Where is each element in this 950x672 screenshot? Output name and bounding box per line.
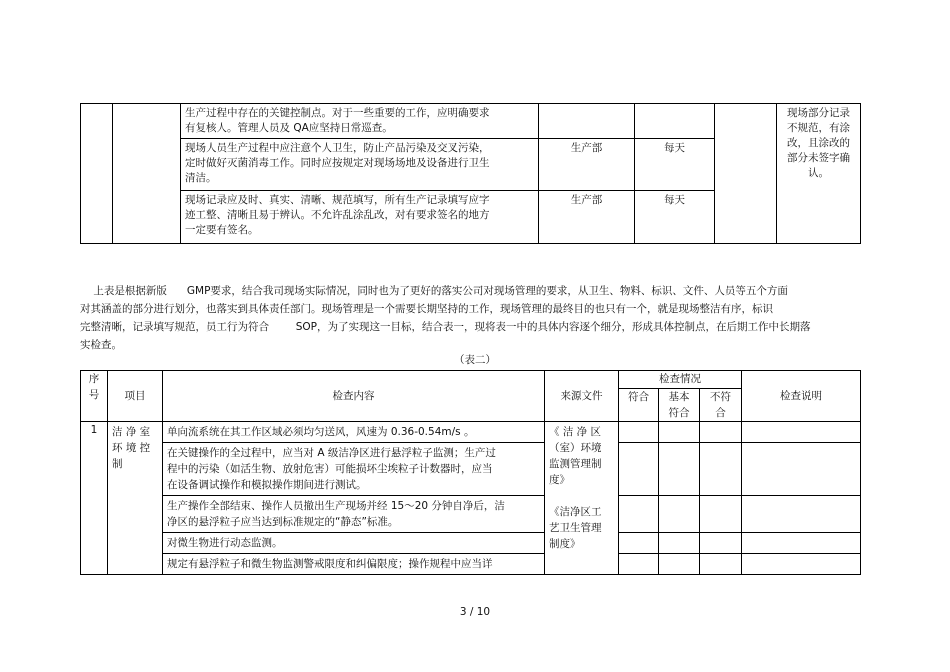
table-two [80,370,861,575]
seq-cell [81,104,113,244]
content-cell: 对微生物进行动态监测。 [163,533,545,554]
table-caption: （表二） [454,354,496,366]
content-cell: 在关键操作的全过程中，应当对 A 级洁净区进行悬浮粒子监测；生产过 程中的污染（如活生物、放射危害）可能损坏尘埃粒子计数器时，应当 在设备调试操作和模拟操作期间进行测试。 [163,443,545,496]
paragraph-line: 完整清晰，记录填写规范，员工行为符合 SOP，为了实现这一目标，结合表一，现将表一中的具体内容逐个细分，形成具体控制点，在后期工作中长期落 [80,321,811,333]
note-cell [742,422,861,443]
check-ok-cell [619,496,659,533]
check-ok-cell [619,533,659,554]
freq-cell [635,104,715,139]
table-row [81,422,861,443]
dept-cell [539,104,635,139]
content-cell: 现场人员生产过程中应注意个人卫生，防止产品污染及交叉污染， 定时做好灭菌消毒工作。同时应按规定对现场场地及设备进行卫生 清洁。 [181,139,539,191]
check-basic-cell [659,422,700,443]
header-basic-ok: 基本 符合 [659,389,700,422]
table-row [81,104,861,139]
table-row [81,533,861,554]
check-not-cell [700,422,742,443]
check-basic-cell [659,443,700,496]
content-cell: 生产操作全部结束、操作人员撤出生产现场并经 15～20 分钟自净后，洁 净区的悬浮粒子应当达到标准规定的“静态”标准。 [163,496,545,533]
header-not-ok: 不符 合 [700,389,742,422]
item-cell: 洁 净 室 环 境 控 制 [108,422,163,575]
note-cell [742,443,861,496]
check-not-cell [700,443,742,496]
check-not-cell [700,533,742,554]
content-cell: 现场记录应及时、真实、清晰、规范填写，所有生产记录填写应字 迹工整、清晰且易于辨认。不允许乱涂乱改，对有要求签名的地方 一定要有签名。 [181,191,539,244]
check-basic-cell [659,533,700,554]
remark-cell: 现场部分记录 不规范，有涂 改，且涂改的 部分未签字确 认。 [777,104,861,244]
header-check-group: 检查情况 [619,371,742,389]
header-item: 项目 [108,371,163,422]
page-number: 3 / 10 [459,606,491,618]
dept-cell: 生产部 [539,139,635,191]
header-content: 检查内容 [163,371,545,422]
header-source: 来源文件 [545,371,619,422]
table-row [81,554,861,575]
check-not-cell [700,554,742,575]
header-ok: 符合 [619,389,659,422]
seq-cell: 1 [81,422,108,575]
check-ok-cell [619,443,659,496]
note-cell [742,533,861,554]
body-paragraph [80,282,850,354]
header-row [81,371,861,389]
content-cell: 单向流系统在其工作区域必须均匀送风，风速为 0.36-0.54m/s 。 [163,422,545,443]
freq-cell: 每天 [635,139,715,191]
check-ok-cell [619,554,659,575]
status-cell [715,104,777,244]
check-basic-cell [659,496,700,533]
content-cell: 规定有悬浮粒子和微生物监测警戒限度和纠偏限度；操作规程中应当详 [163,554,545,575]
content-cell: 生产过程中存在的关键控制点。对于一些重要的工作，应明确要求 有复核人。管理人员及 QA应坚持日常巡查。 [181,104,539,139]
dept-cell: 生产部 [539,191,635,244]
header-seq: 序 号 [81,371,108,422]
paragraph-line: 上表是根据新版 GMP要求，结合我司现场实际情况，同时也为了更好的落实公司对现场管理的要求，从卫生、物料、标识、文件、人员等五个方面 [80,285,788,297]
note-cell [742,496,861,533]
paragraph-line: 对其涵盖的部分进行划分，也落实到具体责任部门。现场管理是一个需要长期坚持的工作，现场管理的最终目的也只有一个，就是现场整洁有序，标识 [80,303,773,315]
source-cell: 《 洁 净 区 （室）环境 监测管理制 度》 《洁净区工 艺卫生管理 制度》 [545,422,619,575]
freq-cell: 每天 [635,191,715,244]
check-not-cell [700,496,742,533]
table-row [81,443,861,496]
paragraph-line: 实检查。 [80,339,122,351]
item-cell [113,104,181,244]
note-cell [742,554,861,575]
check-basic-cell [659,554,700,575]
table-row [81,496,861,533]
check-ok-cell [619,422,659,443]
table-one-continuation [80,103,861,244]
header-note: 检查说明 [742,371,861,422]
